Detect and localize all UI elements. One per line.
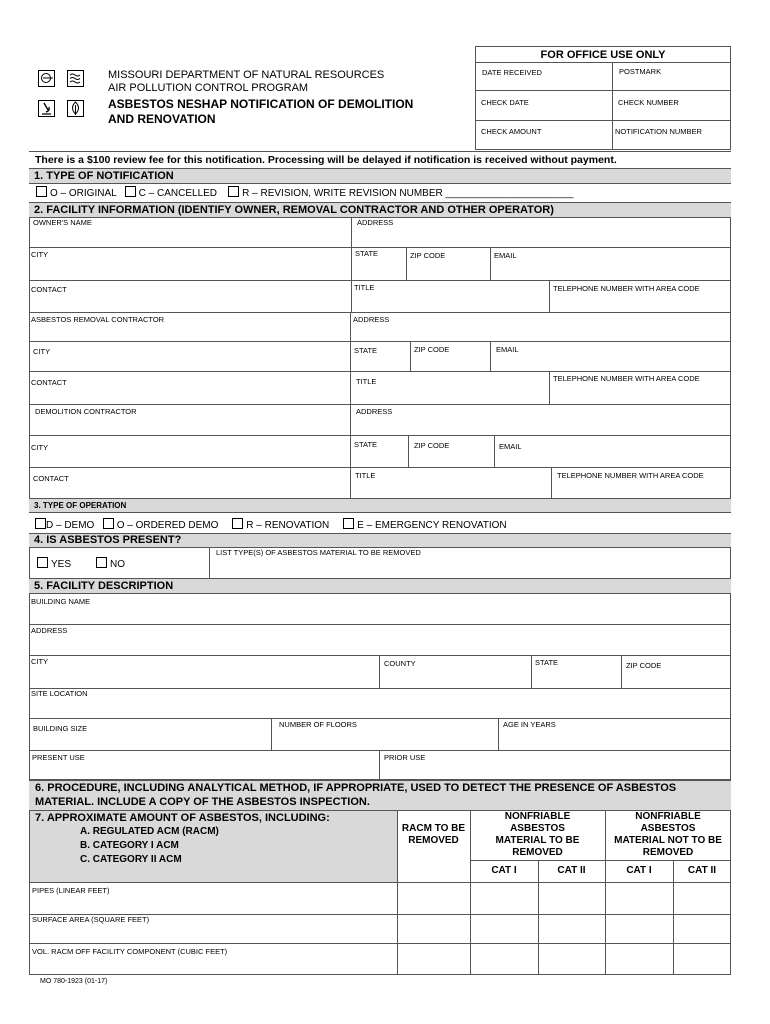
- renovation-checkbox[interactable]: [232, 518, 243, 529]
- section-6-line2: MATERIAL. INCLUDE A COPY OF THE ASBESTOS INSPECTION.: [35, 796, 370, 808]
- removal-zip-label: ZIP CODE: [414, 345, 450, 354]
- prior-use-label: PRIOR USE: [384, 753, 426, 762]
- yes-checkbox[interactable]: [37, 557, 48, 568]
- item-category-1: B. CATEGORY I ACM: [80, 840, 179, 851]
- office-use-title: FOR OFFICE USE ONLY: [540, 49, 666, 61]
- demo-checkbox[interactable]: [35, 518, 46, 529]
- form-number: MO 780-1923 (01-17): [40, 978, 108, 985]
- department-name: MISSOURI DEPARTMENT OF NATURAL RESOURCES: [108, 69, 385, 81]
- facility-county-label: COUNTY: [384, 659, 416, 668]
- check-date-label: CHECK DATE: [481, 98, 529, 107]
- section-3-title: 3. TYPE OF OPERATION: [34, 501, 127, 510]
- col-nonfriable-removed-header: NONFRIABLE ASBESTOS MATERIAL TO BE REMOVED: [495, 811, 580, 858]
- surface-area-row-label: SURFACE AREA (SQUARE FEET): [32, 915, 150, 924]
- owner-contact-label: CONTACT: [31, 285, 67, 294]
- building-size-label: BUILDING SIZE: [33, 724, 88, 733]
- cat2-header-not-removed: CAT II: [687, 865, 717, 876]
- volume-row-label: VOL. RACM OFF FACILITY COMPONENT (CUBIC FEET): [32, 947, 228, 956]
- form-title-line2: AND RENOVATION: [108, 112, 216, 126]
- number-of-floors-label: NUMBER OF FLOORS: [279, 720, 357, 729]
- age-in-years-label: AGE IN YEARS: [503, 720, 556, 729]
- ordered-demo-checkbox[interactable]: [103, 518, 114, 529]
- yes-label: YES: [51, 559, 72, 570]
- demolition-state-label: STATE: [354, 440, 378, 449]
- emergency-label: E – EMERGENCY RENOVATION: [357, 520, 507, 531]
- demolition-zip-label: ZIP CODE: [414, 441, 450, 450]
- microscope-icon: [38, 100, 55, 117]
- facility-info-grid: [29, 217, 731, 499]
- owners-name-label: OWNER'S NAME: [33, 218, 92, 227]
- removal-state-label: STATE: [354, 346, 378, 355]
- air-icon: [38, 70, 55, 87]
- notification-type-row: [36, 186, 573, 199]
- cat2-header-removed: CAT II: [557, 865, 586, 876]
- form-title-line1: ASBESTOS NESHAP NOTIFICATION OF DEMOLITION: [108, 97, 414, 111]
- section-3-header: [29, 498, 731, 513]
- owner-title-label: TITLE: [354, 283, 375, 292]
- demolition-phone-label: TELEPHONE NUMBER WITH AREA CODE: [557, 471, 704, 480]
- facility-address-label: ADDRESS: [31, 626, 68, 635]
- emergency-checkbox[interactable]: [343, 518, 354, 529]
- removal-address-label: ADDRESS: [353, 315, 390, 324]
- section-4-header: 4. IS ASBESTOS PRESENT?: [29, 533, 731, 548]
- section-5-header: 5. FACILITY DESCRIPTION: [29, 578, 731, 594]
- building-name-label: BUILDING NAME: [31, 597, 91, 606]
- removal-email-label: EMAIL: [496, 345, 519, 354]
- ordered-demo-label: O – ORDERED DEMO: [116, 520, 219, 531]
- original-checkbox[interactable]: [36, 186, 47, 197]
- postmark-label: POSTMARK: [619, 67, 662, 76]
- col-racm-header: RACM TO BE REMOVED: [401, 823, 466, 846]
- owner-email-label: EMAIL: [494, 251, 517, 260]
- present-use-label: PRESENT USE: [32, 753, 85, 762]
- facility-zip-label: ZIP CODE: [626, 661, 662, 670]
- pipes-row-label: PIPES (LINEAR FEET): [32, 886, 110, 895]
- cancelled-label: C – CANCELLED: [138, 188, 218, 199]
- facility-description-grid: [29, 593, 731, 780]
- item-regulated-acm: A. REGULATED ACM (RACM): [80, 826, 219, 837]
- owner-address-label: ADDRESS: [357, 218, 394, 227]
- check-amount-label: CHECK AMOUNT: [481, 127, 542, 136]
- operation-type-row: [35, 518, 507, 531]
- facility-state-label: STATE: [535, 658, 559, 667]
- owner-state-label: STATE: [355, 249, 379, 258]
- program-name: AIR POLLUTION CONTROL PROGRAM: [108, 82, 309, 94]
- cat1-header-not-removed: CAT I: [626, 865, 652, 876]
- removal-phone-label: TELEPHONE NUMBER WITH AREA CODE: [553, 374, 700, 383]
- removal-city-label: CITY: [33, 347, 51, 356]
- renovation-label: R – RENOVATION: [246, 520, 330, 531]
- col-nonfriable-not-removed-header: NONFRIABLE ASBESTOS MATERIAL NOT TO BE REMOVED: [614, 811, 722, 858]
- water-icon: [67, 70, 84, 87]
- removal-contact-label: CONTACT: [31, 378, 67, 387]
- cancelled-checkbox[interactable]: [125, 186, 136, 197]
- section-7-title: 7. APPROXIMATE AMOUNT OF ASBESTOS, INCLUDING:: [35, 812, 330, 824]
- demo-label: D – DEMO: [46, 520, 95, 531]
- removal-contractor-label: ASBESTOS REMOVAL CONTRACTOR: [31, 315, 165, 324]
- list-types-label: LIST TYPE(S) OF ASBESTOS MATERIAL TO BE REMOVED: [216, 548, 421, 557]
- section-1-header: 1. TYPE OF NOTIFICATION: [29, 168, 731, 184]
- no-label: NO: [110, 559, 126, 570]
- demolition-title-label: TITLE: [355, 471, 376, 480]
- owner-zip-label: ZIP CODE: [410, 251, 446, 260]
- demolition-contractor-label: DEMOLITION CONTRACTOR: [35, 407, 137, 416]
- cat1-header-removed: CAT I: [491, 865, 517, 876]
- leaf-icon: [67, 100, 84, 117]
- owner-phone-label: TELEPHONE NUMBER WITH AREA CODE: [553, 284, 700, 293]
- no-checkbox[interactable]: [96, 557, 107, 568]
- demolition-contact-label: CONTACT: [33, 474, 69, 483]
- asbestos-yes-no: [37, 557, 125, 570]
- owner-city-label: CITY: [31, 250, 49, 259]
- notification-number-label: NOTIFICATION NUMBER: [615, 127, 702, 136]
- facility-city-label: CITY: [31, 657, 49, 666]
- item-category-2: C. CATEGORY II ACM: [80, 854, 182, 865]
- revision-checkbox[interactable]: [228, 186, 239, 197]
- demolition-email-label: EMAIL: [499, 442, 522, 451]
- demolition-city-label: CITY: [31, 443, 49, 452]
- removal-title-label: TITLE: [356, 377, 377, 386]
- demolition-address-label: ADDRESS: [356, 407, 393, 416]
- revision-label: R – REVISION, WRITE REVISION NUMBER _______________________: [242, 188, 574, 199]
- section-6-line1: 6. PROCEDURE, INCLUDING ANALYTICAL METHOD, IF APPROPRIATE, USED TO DETECT THE PRESENCE OF ASBESTOS: [35, 782, 677, 794]
- original-label: O – ORIGINAL: [50, 188, 117, 199]
- section-2-header: 2. FACILITY INFORMATION (IDENTIFY OWNER, REMOVAL CONTRACTOR AND OTHER OPERATOR): [29, 202, 731, 218]
- check-number-label: CHECK NUMBER: [618, 98, 679, 107]
- date-received-label: DATE RECEIVED: [482, 68, 542, 77]
- site-location-label: SITE LOCATION: [31, 689, 88, 698]
- fee-notice: There is a $100 review fee for this notification. Processing will be delayed if notification is received without payment.: [35, 154, 617, 166]
